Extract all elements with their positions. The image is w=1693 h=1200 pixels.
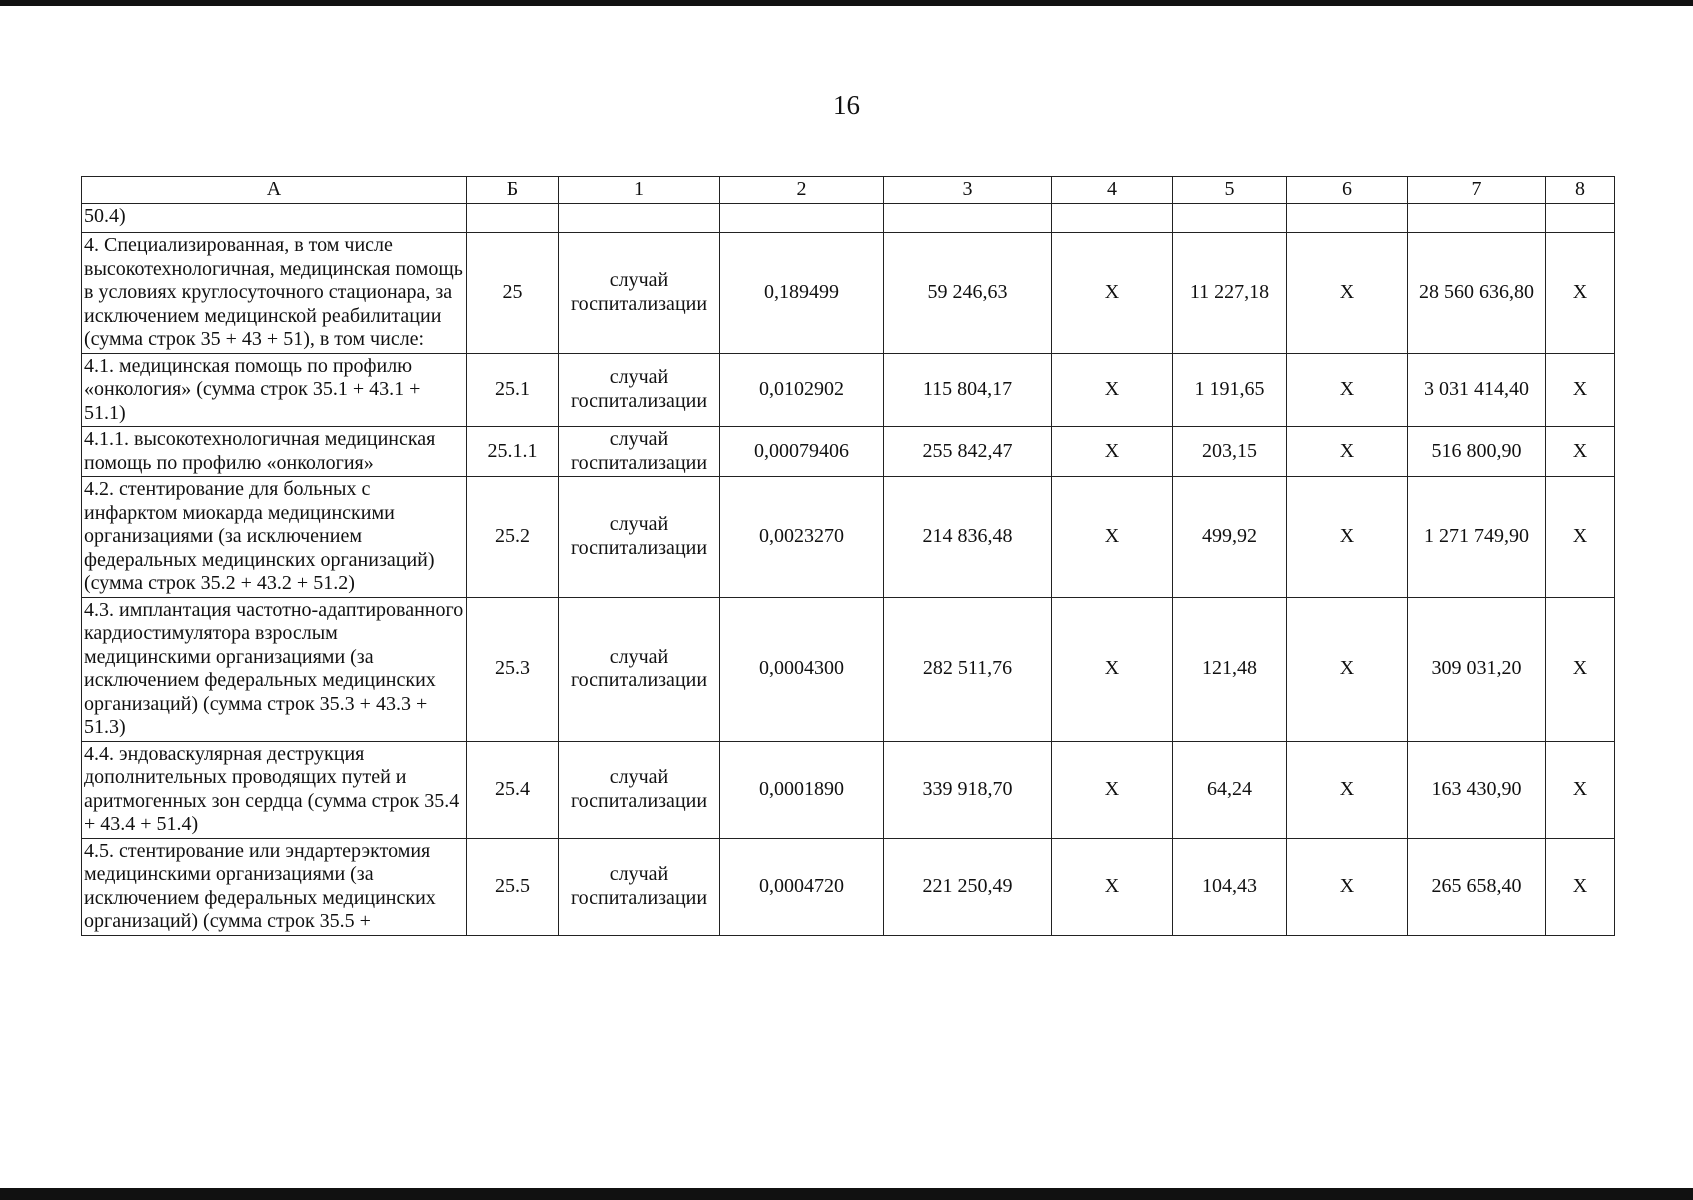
cell: X bbox=[1287, 741, 1408, 838]
cell-unit: случай госпитализации bbox=[559, 353, 720, 427]
col-header: 6 bbox=[1287, 177, 1408, 204]
cell-row-code: 25.1.1 bbox=[467, 427, 559, 477]
cell bbox=[1173, 204, 1287, 233]
cell: X bbox=[1052, 477, 1173, 598]
col-header: 8 bbox=[1546, 177, 1615, 204]
cell: 0,0001890 bbox=[720, 741, 884, 838]
cell: 121,48 bbox=[1173, 597, 1287, 741]
cell: 115 804,17 bbox=[884, 353, 1052, 427]
cell-row-code: 25.4 bbox=[467, 741, 559, 838]
cell: X bbox=[1546, 233, 1615, 354]
cell bbox=[884, 204, 1052, 233]
cell-name: 4.1. медицинская помощь по профилю «онкология» (сумма строк 35.1 + 43.1 + 51.1) bbox=[82, 353, 467, 427]
cell: 0,189499 bbox=[720, 233, 884, 354]
cell: 0,0102902 bbox=[720, 353, 884, 427]
cell: X bbox=[1287, 427, 1408, 477]
cell-unit: случай госпитализации bbox=[559, 741, 720, 838]
table-row bbox=[82, 427, 1615, 477]
table-row bbox=[82, 204, 1615, 233]
cell-name: 4.2. стентирование для больных с инфарктом миокарда медицинскими организациями (за исключением федеральных медицинских организаций) (сумма строк 35.2 + 43.2 + 51.2) bbox=[82, 477, 467, 598]
table-row bbox=[82, 838, 1615, 935]
cell: 221 250,49 bbox=[884, 838, 1052, 935]
cell: X bbox=[1546, 741, 1615, 838]
cell: 214 836,48 bbox=[884, 477, 1052, 598]
cell: 309 031,20 bbox=[1408, 597, 1546, 741]
cell: 0,0004720 bbox=[720, 838, 884, 935]
cell-unit: случай госпитализации bbox=[559, 233, 720, 354]
cell: 0,00079406 bbox=[720, 427, 884, 477]
cell-unit: случай госпитализации bbox=[559, 838, 720, 935]
cell: X bbox=[1052, 741, 1173, 838]
cell: X bbox=[1052, 233, 1173, 354]
cell-name: 50.4) bbox=[82, 204, 467, 233]
table-row bbox=[82, 477, 1615, 598]
cell-name: 4.1.1. высокотехнологичная медицинская помощь по профилю «онкология» bbox=[82, 427, 467, 477]
table-row bbox=[82, 597, 1615, 741]
cell: 1 191,65 bbox=[1173, 353, 1287, 427]
cell: X bbox=[1546, 427, 1615, 477]
col-header: 7 bbox=[1408, 177, 1546, 204]
cell: X bbox=[1052, 838, 1173, 935]
cell bbox=[1408, 204, 1546, 233]
cell: 265 658,40 bbox=[1408, 838, 1546, 935]
cell: 282 511,76 bbox=[884, 597, 1052, 741]
cell bbox=[1546, 204, 1615, 233]
cell: 59 246,63 bbox=[884, 233, 1052, 354]
cell-name: 4. Специализированная, в том числе высокотехнологичная, медицинская помощь в условиях круглосуточного стационара, за исключением медицинской реабилитации (сумма строк 35 + 43 + 51), в том числе: bbox=[82, 233, 467, 354]
scan-edge-bottom bbox=[0, 1188, 1693, 1200]
scan-edge-top bbox=[0, 0, 1693, 6]
cell: 163 430,90 bbox=[1408, 741, 1546, 838]
cell-row-code: 25.2 bbox=[467, 477, 559, 598]
table-row bbox=[82, 353, 1615, 427]
col-header: 1 bbox=[559, 177, 720, 204]
cell: 0,0023270 bbox=[720, 477, 884, 598]
cell: 11 227,18 bbox=[1173, 233, 1287, 354]
cell: X bbox=[1052, 353, 1173, 427]
col-header: 5 bbox=[1173, 177, 1287, 204]
cell-row-code: 25 bbox=[467, 233, 559, 354]
cell: X bbox=[1287, 353, 1408, 427]
cell: X bbox=[1546, 477, 1615, 598]
cell-row-code: 25.1 bbox=[467, 353, 559, 427]
cell bbox=[1052, 204, 1173, 233]
table-row bbox=[82, 233, 1615, 354]
cell: 1 271 749,90 bbox=[1408, 477, 1546, 598]
cell: 104,43 bbox=[1173, 838, 1287, 935]
col-header: А bbox=[82, 177, 467, 204]
cell-row-code: 25.5 bbox=[467, 838, 559, 935]
cell bbox=[720, 204, 884, 233]
cell-name: 4.3. имплантация частотно-адаптированного кардиостимулятора взрослым медицинскими организациями (за исключением федеральных медицинских организаций) (сумма строк 35.3 + 43.3 + 51.3) bbox=[82, 597, 467, 741]
page-number: 16 bbox=[833, 90, 860, 120]
cell-name: 4.5. стентирование или эндартерэктомия медицинскими организациями (за исключением федеральных медицинских организаций) (сумма строк 35.5 + bbox=[82, 838, 467, 935]
col-header: 4 bbox=[1052, 177, 1173, 204]
cell: 339 918,70 bbox=[884, 741, 1052, 838]
cell-unit: случай госпитализации bbox=[559, 477, 720, 598]
cell: X bbox=[1052, 597, 1173, 741]
cell bbox=[559, 204, 720, 233]
cell-name: 4.4. эндоваскулярная деструкция дополнительных проводящих путей и аритмогенных зон сердца (сумма строк 35.4 + 43.4 + 51.4) bbox=[82, 741, 467, 838]
cell-unit: случай госпитализации bbox=[559, 597, 720, 741]
cell bbox=[467, 204, 559, 233]
cell: X bbox=[1546, 597, 1615, 741]
cell: 3 031 414,40 bbox=[1408, 353, 1546, 427]
table-row bbox=[82, 741, 1615, 838]
cell: 203,15 bbox=[1173, 427, 1287, 477]
cell: X bbox=[1546, 353, 1615, 427]
col-header: 3 bbox=[884, 177, 1052, 204]
data-table bbox=[81, 176, 1615, 936]
cell: 499,92 bbox=[1173, 477, 1287, 598]
cell: 255 842,47 bbox=[884, 427, 1052, 477]
cell: X bbox=[1287, 597, 1408, 741]
cell: X bbox=[1546, 838, 1615, 935]
cell: 516 800,90 bbox=[1408, 427, 1546, 477]
cell: X bbox=[1287, 838, 1408, 935]
cell: 64,24 bbox=[1173, 741, 1287, 838]
header-row bbox=[82, 177, 1615, 204]
cell: X bbox=[1052, 427, 1173, 477]
col-header: 2 bbox=[720, 177, 884, 204]
col-header: Б bbox=[467, 177, 559, 204]
cell: X bbox=[1287, 233, 1408, 354]
cell: 28 560 636,80 bbox=[1408, 233, 1546, 354]
cell bbox=[1287, 204, 1408, 233]
cell-unit: случай госпитализации bbox=[559, 427, 720, 477]
cell: 0,0004300 bbox=[720, 597, 884, 741]
cell-row-code: 25.3 bbox=[467, 597, 559, 741]
cell: X bbox=[1287, 477, 1408, 598]
